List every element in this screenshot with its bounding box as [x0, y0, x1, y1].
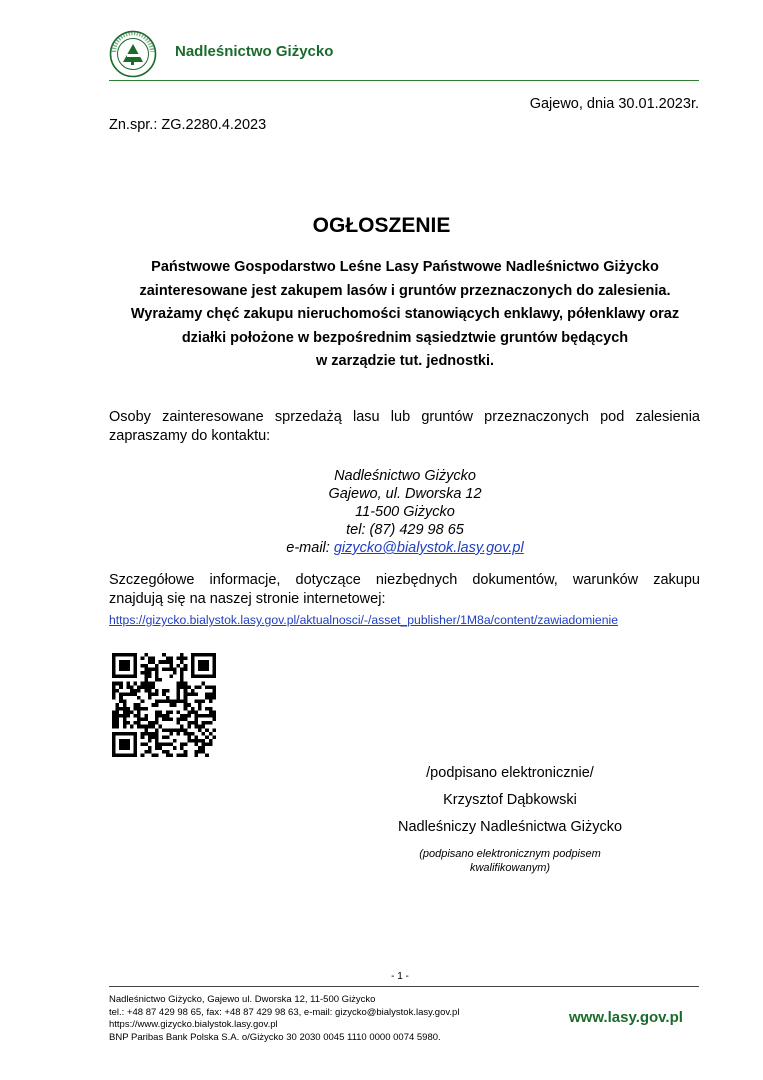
signature-status: /podpisano elektronicznie/	[426, 765, 594, 781]
footer-line: BNP Paribas Bank Polska S.A. o/Giżycko 30 2030 0045 1110 0000 0074 5980.	[109, 1031, 441, 1043]
footer-contact	[109, 994, 459, 1044]
address-phone: tel: (87) 429 98 65	[346, 522, 464, 538]
lead-line: działki położone w bezpośrednim sąsiedztwie gruntów będących	[181, 329, 629, 346]
email-link[interactable]: gizycko@bialystok.lasy.gov.pl	[333, 540, 524, 556]
details-line: znajdują się na naszej stronie internetowej:	[109, 591, 386, 607]
footer-line: tel.: +48 87 429 98 65, fax: +48 87 429 98 63, e-mail: gizycko@bialystok.lasy.gov.pl	[109, 1006, 460, 1018]
lead-line: w zarządzie tut. jednostki.	[315, 353, 495, 369]
announcement-link[interactable]: https://gizycko.bialystok.lasy.gov.pl/aktualnosci/-/asset_publisher/1M8a/content/zawiadomienie	[109, 613, 618, 627]
details-paragraph	[109, 571, 700, 609]
reference-number: Zn.spr.: ZG.2280.4.2023	[109, 117, 267, 133]
footer-website: www.lasy.gov.pl	[569, 1009, 683, 1026]
contact-address	[100, 467, 710, 557]
header-divider	[109, 80, 699, 81]
date-line: Gajewo, dnia 30.01.2023r.	[529, 96, 699, 112]
address-city: 11-500 Giżycko	[355, 504, 455, 520]
lead-line: Wyrażamy chęć zakupu nieruchomości stanowiących enklawy, półenklawy oraz	[130, 306, 680, 322]
intro-line: Osoby zainteresowane sprzedażą lasu lub gruntów przeznaczonych pod zalesienia	[109, 409, 700, 425]
signature-note-line: (podpisano elektronicznym podpisem	[419, 848, 601, 860]
signature-note-line: kwalifikowanym)	[469, 862, 551, 874]
address-email-row	[100, 539, 710, 557]
signatory-position: Nadleśniczy Nadleśnictwa Giżycko	[397, 819, 623, 835]
page-number: - 1 -	[391, 971, 409, 982]
intro-paragraph	[109, 408, 700, 446]
lasy-panstwowe-logo	[109, 30, 157, 78]
footer-line: https://www.gizycko.bialystok.lasy.gov.pl	[109, 1019, 278, 1030]
details-line: Szczegółowe informacje, dotyczące niezbędnych dokumentów, warunków zakupu	[109, 572, 700, 588]
address-name: Nadleśnictwo Giżycko	[334, 468, 476, 484]
lead-line: Państwowe Gospodarstwo Leśne Lasy Państwowe Nadleśnictwo Giżycko	[151, 259, 659, 275]
lead-line: zainteresowane jest zakupem lasów i gruntów przeznaczonych do zalesienia.	[139, 282, 671, 299]
footer-divider	[109, 986, 699, 987]
signature-note	[340, 847, 680, 875]
address-street: Gajewo, ul. Dworska 12	[328, 486, 482, 502]
footer-line: Nadleśnictwo Giżycko, Gajewo ul. Dworska 12, 11-500 Giżycko	[109, 994, 376, 1005]
qr-code	[112, 653, 216, 757]
email-label: e-mail:	[286, 540, 334, 556]
document-title: OGŁOSZENIE	[312, 214, 451, 237]
intro-line: zapraszamy do kontaktu:	[109, 428, 271, 444]
lead-paragraph	[100, 256, 710, 374]
header-title: Nadleśnictwo Giżycko	[175, 43, 334, 60]
signatory-name: Krzysztof Dąbkowski	[443, 792, 577, 808]
signature-block	[340, 760, 680, 875]
